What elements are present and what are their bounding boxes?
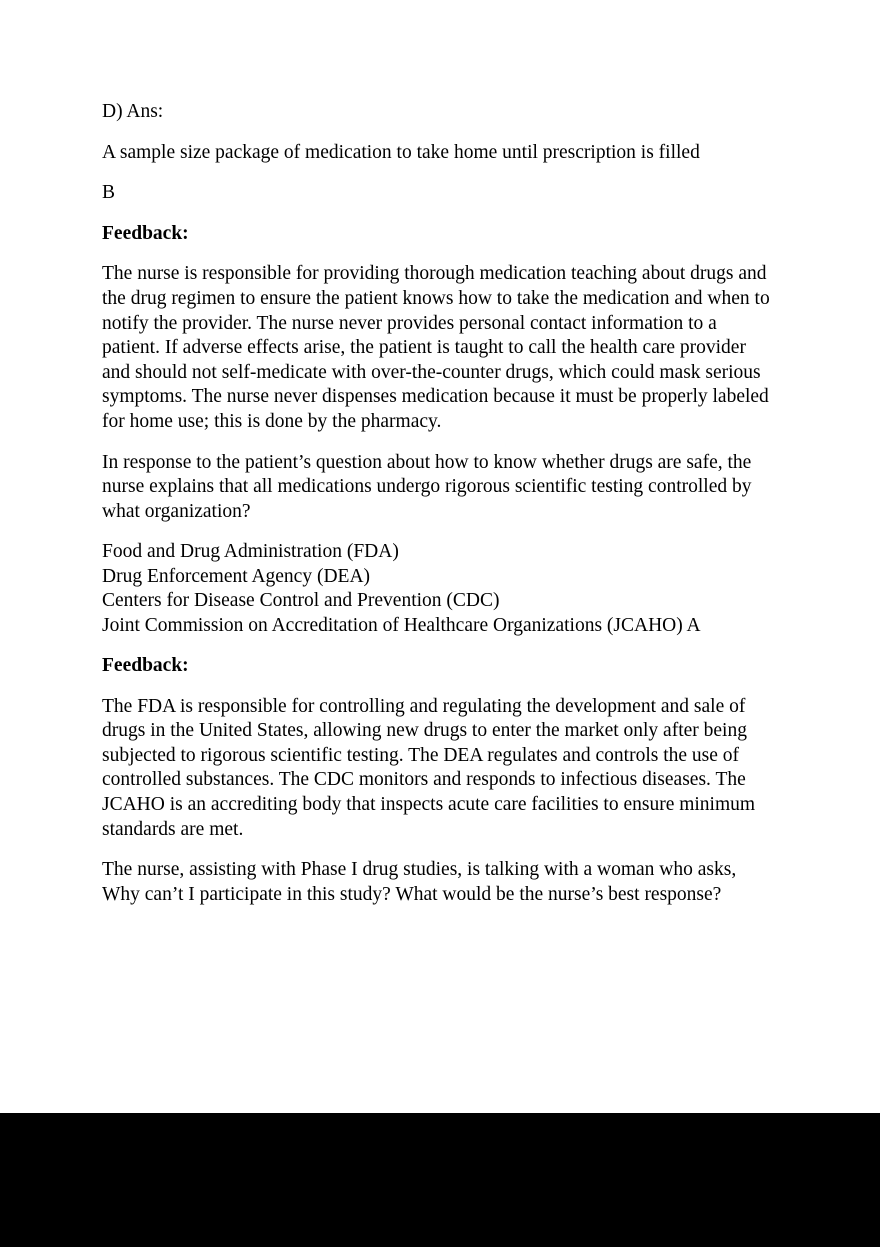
question-3: The nurse, assisting with Phase I drug studies, is talking with a woman who asks, Why can’t I participate in this study? What would be the nurse’s best response? [102,859,737,905]
feedback-body-2: The FDA is responsible for controlling and regulating the development and sale of drugs in the United States, allowing new drugs to enter the market only after being subjected to rigorous scientific testing. The DEA regulates and controls the use of controlled substances. The CDC monitors and responds to infectious diseases. The JCAHO is an accrediting body that inspects acute care facilities to ensure minimum standards are met. [102,695,756,840]
feedback-heading-1: Feedback: [102,222,189,244]
feedback-heading-2: Feedback: [102,654,189,676]
answer-option: Food and Drug Administration (FDA) [102,541,399,563]
feedback-body-1: The nurse is responsible for providing thorough medication teaching about drugs and the drug regimen to ensure the patient knows how to take the medication and when to notify the provider. The nurse never provides personal contact information to a patient. If adverse effects arise, the patient is taught to call the health care provider and should not self-medicate with over-the-counter drugs, which could mask serious symptoms. The nurse never dispenses medication because it must be properly labeled for home use; this is done by the pharmacy. [102,263,770,432]
answer-option: Drug Enforcement Agency (DEA) [102,565,371,587]
page-footer-bar [0,1113,880,1247]
answer-label: D) Ans: [102,101,164,122]
document-body [102,100,778,907]
answer-option: Centers for Disease Control and Prevention (CDC) [102,590,500,612]
answer-letter: B [102,182,116,204]
answer-options-list [102,540,778,638]
answer-option: Joint Commission on Accreditation of Healthcare Organizations (JCAHO) A [102,614,701,636]
answer-text: A sample size package of medication to take home until prescription is filled [102,141,700,163]
question-2: In response to the patient’s question about how to know whether drugs are safe, the nurse explains that all medications undergo rigorous scientific testing controlled by what organization? [102,451,752,522]
